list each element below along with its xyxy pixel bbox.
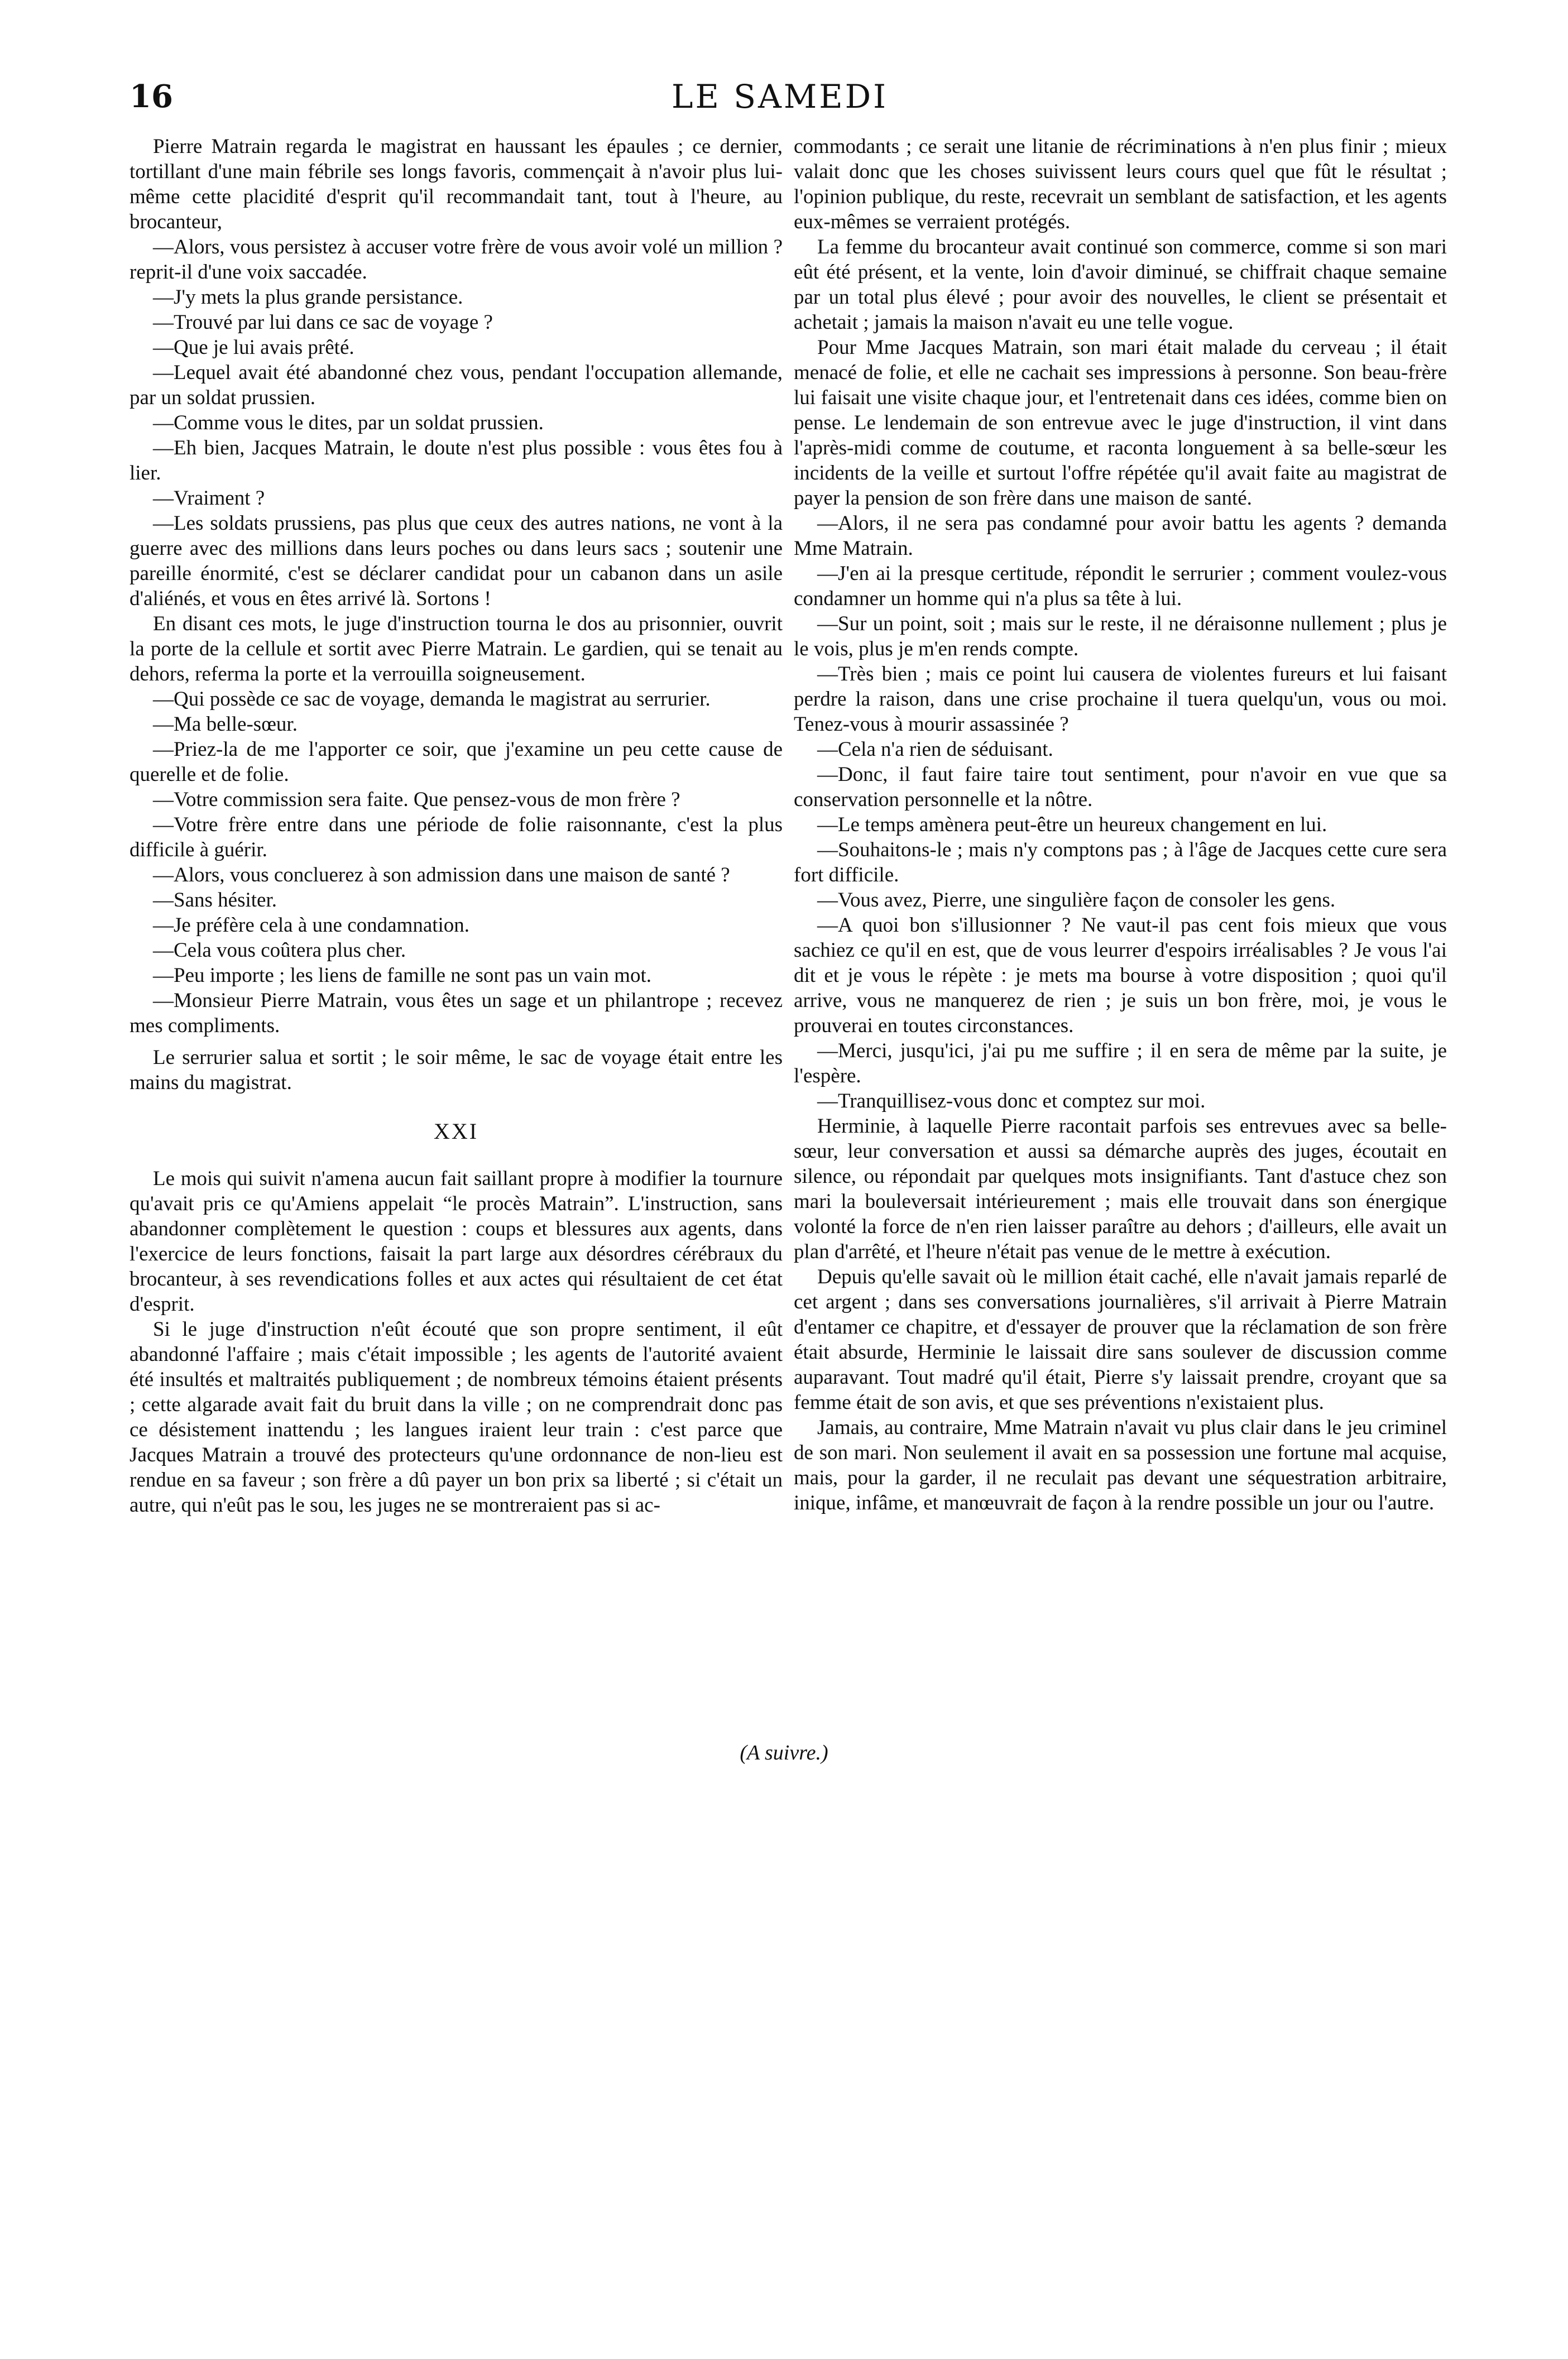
paragraph: —Je préfère cela à une condamnation. <box>153 914 470 937</box>
paragraph: La femme du brocanteur avait continué son commerce, comme si son mari eût été présent, et la vente, loin d'avoir diminué, se chiffrait chaque semaine par un total plus élevé ; pour avoir des nouvelles, le client se présentait et achetait ; jamais la maison n'avait eu une telle vogue. <box>794 236 1447 334</box>
paragraph: —Le temps amènera peut-être un heureux changement en lui. <box>817 813 1327 836</box>
to-be-continued: (A suivre.) <box>740 1741 828 1765</box>
paragraph: —Que je lui avais prêté. <box>153 336 354 359</box>
paragraph: Pour Mme Jacques Matrain, son mari était malade du cerveau ; il était menacé de folie, et elle ne cachait ses impressions à personne. Son beau-frère lui faisait une visite chaque jour, et l'entretenait dans ces idées, comme bien on pense. Le lendemain de son entrevue avec le juge d'instruction, il vint dans l'après-midi comme de coutume, et raconta longuement à sa belle-sœur les incidents de la veille et surtout l'offre répétée qu'il avait faite au magistrat de payer la pension de son frère dans une maison de santé. <box>794 336 1447 510</box>
paragraph: —Les soldats prussiens, pas plus que ceux des autres nations, ne vont à la guerre avec des millions dans leurs poches ou dans leurs sacs ; soutenir une pareille énormité, c'est se déclarer candidat pour un cabanon dans un asile d'aliénés, et vous en êtes arrivé là. Sortons ! <box>130 512 783 610</box>
paragraph: —Sur un point, soit ; mais sur le reste, il ne déraisonne nullement ; plus je le vois, plus je m'en rends compte. <box>794 612 1447 660</box>
paragraph: —Ma belle-sœur. <box>153 713 298 736</box>
paragraph: Le serrurier salua et sortit ; le soir même, le sac de voyage était entre les mains du magistrat. <box>130 1046 783 1094</box>
paragraph: —Votre frère entre dans une période de folie raisonnante, c'est la plus difficile à guérir. <box>130 813 783 861</box>
paragraph: —Lequel avait été abandonné chez vous, pendant l'occupation allemande, par un soldat prussien. <box>130 361 783 409</box>
paragraph: —Donc, il faut faire taire tout sentiment, pour n'avoir en vue que sa conservation personnelle et la nôtre. <box>794 763 1447 811</box>
paragraph: —Très bien ; mais ce point lui causera de violentes fureurs et lui faisant perdre la raison, dans une crise prochaine il tuera quelqu'un, vous ou moi. Tenez-vous à mourir assassinée ? <box>794 663 1447 736</box>
paragraph: —Merci, jusqu'ici, j'ai pu me suffire ; il en sera de même par la suite, je l'espère. <box>794 1039 1447 1087</box>
paragraph: —Monsieur Pierre Matrain, vous êtes un sage et un philantrope ; recevez mes compliments. <box>130 989 783 1037</box>
paragraph: —Votre commission sera faite. Que pensez-vous de mon frère ? <box>153 788 680 811</box>
right-column <box>794 134 1447 1516</box>
paragraph: —Alors, vous concluerez à son admission dans une maison de santé ? <box>153 864 730 886</box>
paragraph: Pierre Matrain regarda le magistrat en haussant les épaules ; ce dernier, tortillant d'une main fébrile ses longs favoris, commençait à n'avoir plus lui-même cette placidité d'esprit qu'il recommandait tant, tout à l'heure, au brocanteur, <box>130 135 783 233</box>
paragraph: Si le juge d'instruction n'eût écouté que son propre sentiment, il eût abandonné l'affaire ; mais c'était impossible ; les agents de l'autorité avaient été insultés et maltraités publiquement ; de nombreux témoins étaient présents ; cette algarade avait fait du bruit dans la ville ; on ne comprendrait donc pas ce désistement inattendu ; les langues iraient leur train : c'est parce que Jacques Matrain a trouvé des protecteurs qu'une ordonnance de non-lieu est rendue en sa faveur ; son frère a dû payer un bon prix sa liberté ; si c'était un autre, qui n'eût pas le sou, les juges ne se montreraient pas si ac- <box>130 1318 783 1517</box>
chapter-heading: XXI <box>433 1119 479 1144</box>
paragraph: —Peu importe ; les liens de famille ne sont pas un vain mot. <box>153 964 651 987</box>
paragraph: —Vous avez, Pierre, une singulière façon de consoler les gens. <box>817 889 1336 912</box>
paragraph: —Souhaitons-le ; mais n'y comptons pas ; à l'âge de Jacques cette cure sera fort difficile. <box>794 838 1447 886</box>
paragraph: —J'y mets la plus grande persistance. <box>153 286 463 309</box>
paragraph: —Sans hésiter. <box>153 889 277 912</box>
page-number: 16 <box>130 78 173 115</box>
paragraph: —Priez-la de me l'apporter ce soir, que j'examine un peu cette cause de querelle et de folie. <box>130 738 783 786</box>
paragraph: —Qui possède ce sac de voyage, demanda le magistrat au serrurier. <box>153 688 711 711</box>
paragraph: Jamais, au contraire, Mme Matrain n'avait vu plus clair dans le jeu criminel de son mari. Non seulement il avait en sa possession une fortune mal acquise, mais, pour la garder, il ne reculait pas devant une séquestration arbitraire, inique, infâme, et manœuvrait de façon à la rendre possible un jour ou l'autre. <box>794 1416 1447 1514</box>
paragraph: —Vraiment ? <box>153 487 265 510</box>
paragraph: Le mois qui suivit n'amena aucun fait saillant propre à modifier la tournure qu'avait pris ce qu'Amiens appelait “le procès Matrain”. L'instruction, sans abandonner complètement le question : coups et blessures aux agents, dans l'exercice de leurs fonctions, faisait la part large aux désordres cérébraux du brocanteur, à ses revendications folles et aux actes qui résultaient de cet état d'esprit. <box>130 1167 783 1316</box>
paragraph: —Cela n'a rien de séduisant. <box>817 738 1053 761</box>
journal-title: LE SAMEDI <box>671 78 889 116</box>
paragraph: —Trouvé par lui dans ce sac de voyage ? <box>153 311 493 334</box>
paragraph: —Eh bien, Jacques Matrain, le doute n'est plus possible : vous êtes fou à lier. <box>130 437 783 485</box>
paragraph: —Tranquillisez-vous donc et comptez sur moi. <box>817 1090 1206 1113</box>
paragraph: Herminie, à laquelle Pierre racontait parfois ses entrevues avec sa belle-sœur, leur conversation et aussi sa démarche auprès des juges, écoutait en silence, ou répondait par quelques mots insignifiants. Tant d'astuce chez son mari la bouleversait intérieurement ; mais elle trouvait dans son énergique volonté la force de n'en rien laisser paraître au dehors ; d'ailleurs, elle avait un plan d'arrêté, et l'heure n'était pas venue de le mettre à exécution. <box>794 1115 1447 1263</box>
paragraph: —Alors, il ne sera pas condamné pour avoir battu les agents ? demanda Mme Matrain. <box>794 512 1447 560</box>
paragraph: —J'en ai la presque certitude, répondit le serrurier ; comment voulez-vous condamner un homme qui n'a plus sa tête à lui. <box>794 562 1447 610</box>
paragraph: —Cela vous coûtera plus cher. <box>153 939 406 962</box>
paragraph: Depuis qu'elle savait où le million était caché, elle n'avait jamais reparlé de cet argent ; dans ses conversations journalières, s'il arrivait à Pierre Matrain d'entamer ce chapitre, et d'essayer de prouver que la réclamation de son frère était absurde, Herminie le laissait dire sans soulever de discussion comme auparavant. Tout madré qu'il était, Pierre s'y laissait prendre, croyant que sa femme était de son avis, et que ses préventions n'existaient plus. <box>794 1265 1447 1414</box>
paragraph: —A quoi bon s'illusionner ? Ne vaut-il pas cent fois mieux que vous sachiez ce qu'il en est, que de vous leurrer d'espoirs irréalisables ? Je vous l'ai dit et je vous le répète : je mets ma bourse à votre disposition ; quoi qu'il arrive, vous ne manquerez de rien ; je suis un bon frère, moi, je vous le prouverai en toutes circonstances. <box>794 914 1447 1037</box>
left-column <box>130 134 783 1518</box>
page-header <box>130 71 1430 122</box>
paragraph: commodants ; ce serait une litanie de récriminations à n'en plus finir ; mieux valait donc que les choses suivissent leurs cours quel que fût le résultat ; l'opinion publique, du reste, recevrait un semblant de satisfaction, et les agents eux-mêmes se verraient protégés. <box>794 135 1447 233</box>
paragraph: En disant ces mots, le juge d'instruction tourna le dos au prisonnier, ouvrit la porte de la cellule et sortit avec Pierre Matrain. Le gardien, qui se tenait au dehors, referma la porte et la verrouilla soigneusement. <box>130 612 783 685</box>
paragraph: —Alors, vous persistez à accuser votre frère de vous avoir volé un million ? reprit-il d'une voix saccadée. <box>130 236 783 284</box>
paragraph: —Comme vous le dites, par un soldat prussien. <box>153 411 544 434</box>
